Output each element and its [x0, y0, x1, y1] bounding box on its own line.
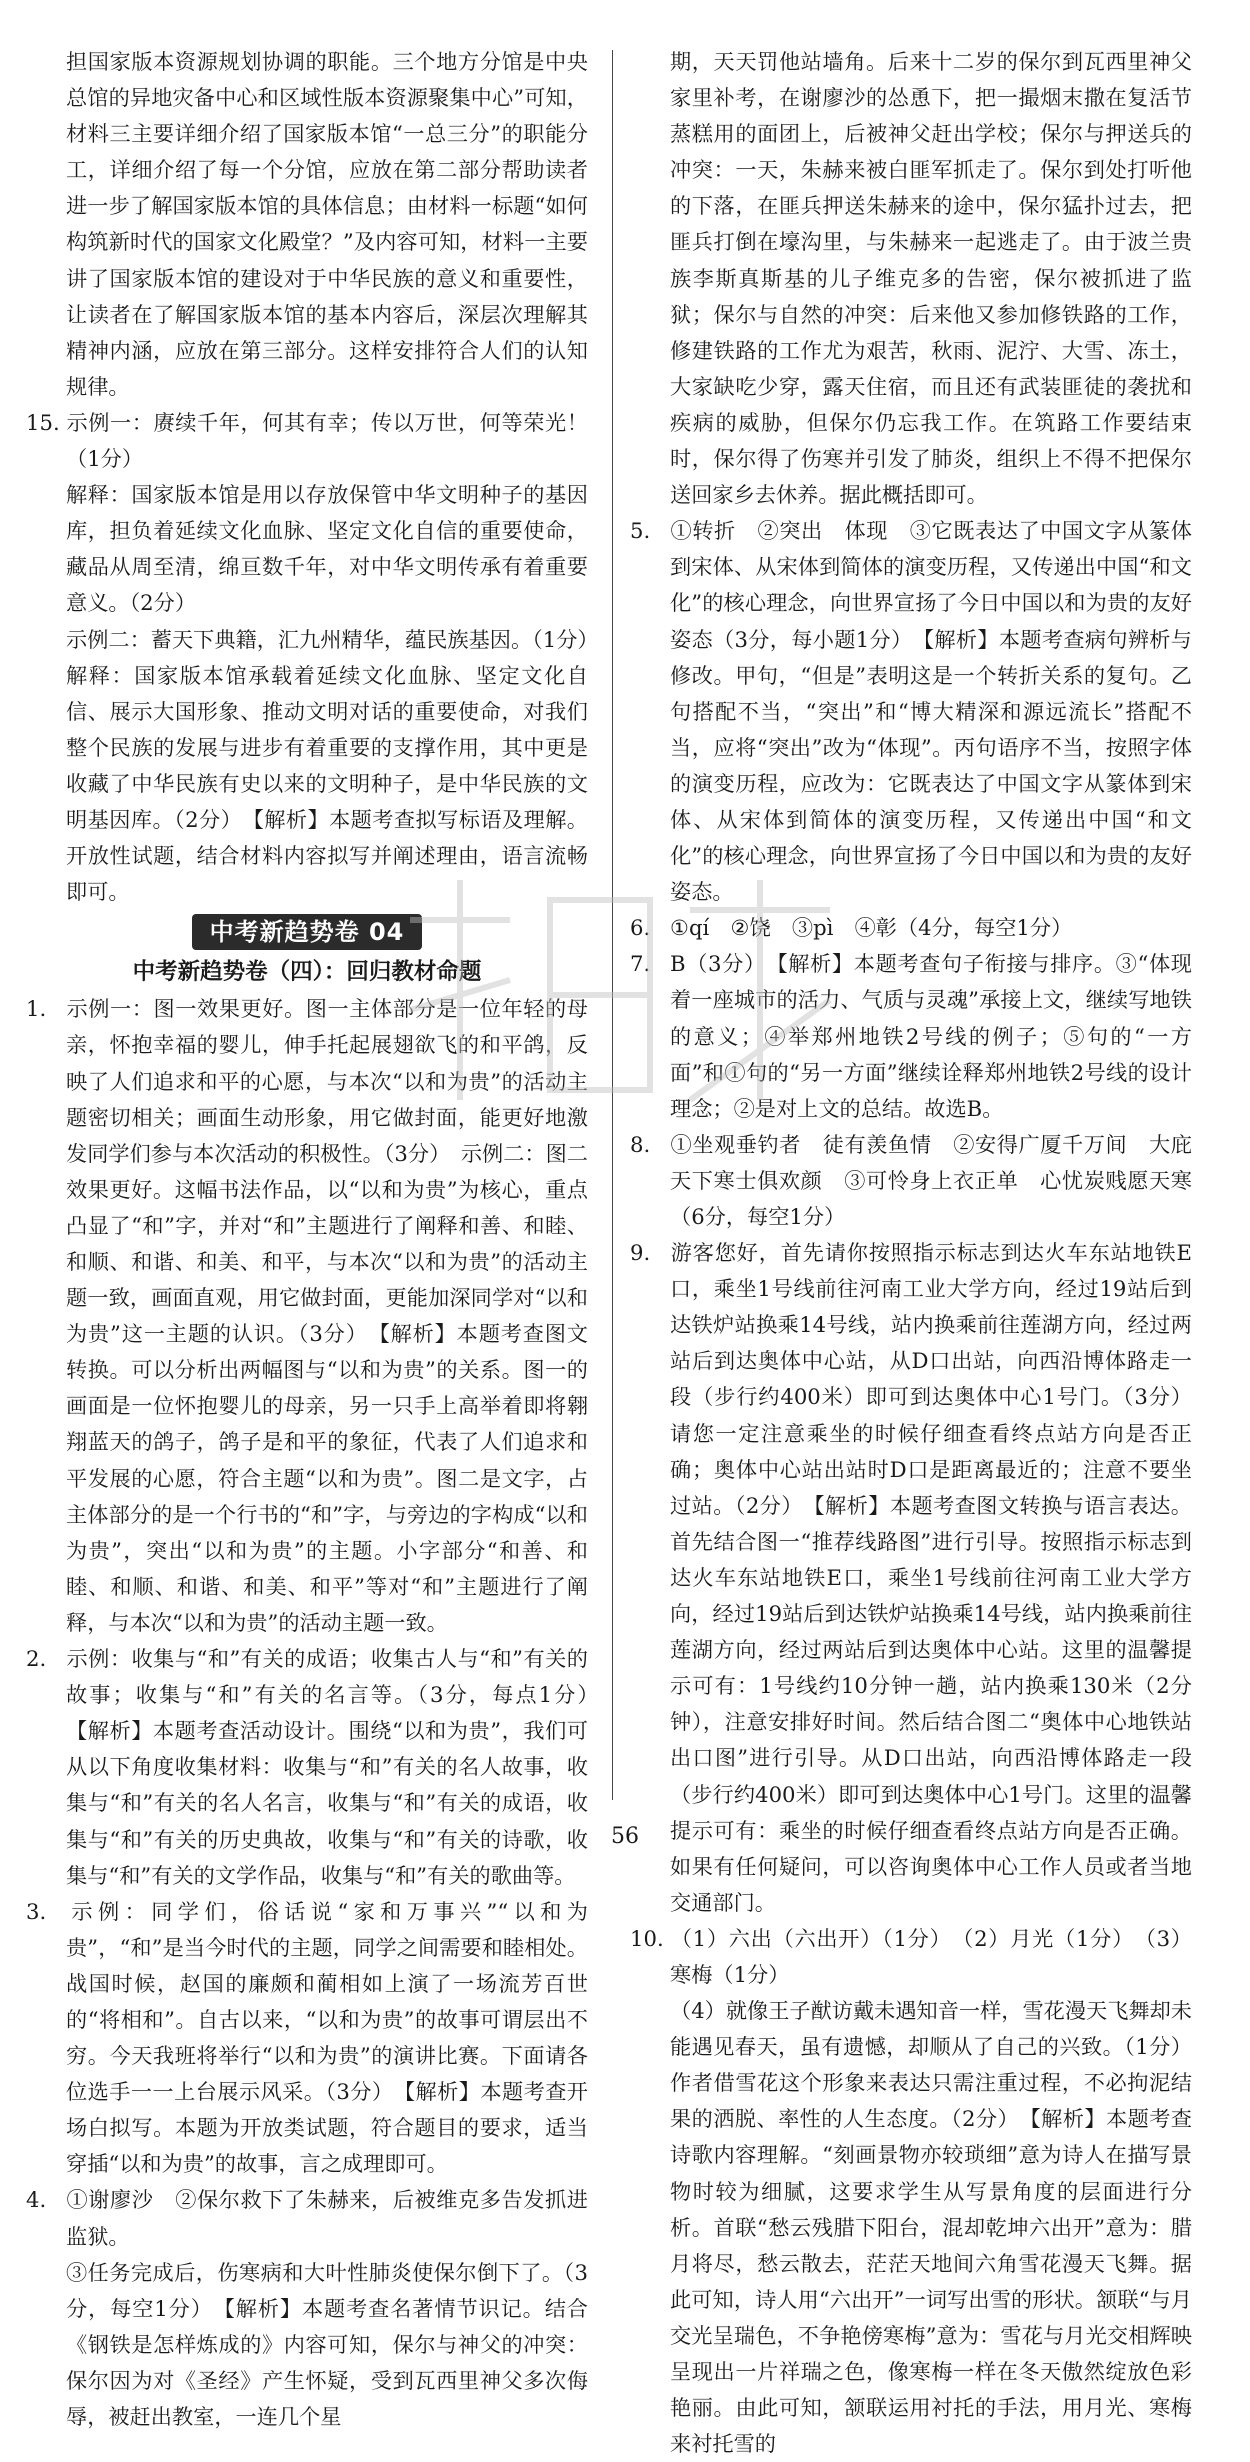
section-subtitle: 中考新趋势卷（四）：回归教材命题 [132, 959, 482, 986]
item-number: 2. [26, 1646, 47, 1672]
item-text: （1）六出（六出开）（1分） （2）月光（1分） （3）寒梅（1分） [670, 1925, 1192, 1987]
left-column [26, 44, 610, 2435]
item-number: 8. [630, 1131, 651, 1157]
answer-item-3 [26, 1894, 588, 2183]
page-number: 56 [611, 1824, 639, 1849]
item-text: 示例：同学们，俗话说“家和万事兴”“以和为贵”，“和”是当今时代的主题，同学之间需要和睦相处。战国时候，赵国的廉颇和蔺相如上演了一场流芳百世的“将相和”。自古以来，“以和为贵”的故事可谓层出不穷。今天我班将举行“以和为贵”的演讲比赛。下面请各位选手一一上台展示风采。（3分） 【解析】本题考查开场白拟写。本题为开放类试题，符合题目的要求，适当穿插“以和为贵”的故事，言之成理即可。 [66, 1898, 588, 2177]
item-text: ①谢廖沙 ②保尔救下了朱赫来，后被维克多告发抓进监狱。 [66, 2187, 588, 2249]
q15-number: 15. [26, 409, 60, 435]
q15-example-2: 示例二：蓄天下典籍，汇九州精华，蕴民族基因。（1分） 解释：国家版本馆承载着延续文化血脉、坚定文化自信、展示大国形象、推动文明对话的重要使命，对我们整个民族的发展与进步有着重要的支撑作用，其中更是收藏了中华民族有史以来的文明种子，是中华民族的文明基因库。（2分） 【解析】本题考查拟写标语及理解。开放性试题，结合材料内容拟写并阐述理由，语言流畅即可。 [66, 626, 610, 905]
answer-item-1 [26, 991, 588, 1641]
left-continuation: 担国家版本资源规划协调的职能。三个地方分馆是中央总馆的异地灾备中心和区域性版本资源聚集中心”可知，材料三主要详细介绍了国家版本馆“一总三分”的职能分工，详细介绍了每一个分馆，应放在第二部分帮助读者进一步了解国家版本馆的具体信息；由材料一标题“如何构筑新时代的国家文化殿堂？”及内容可知，材料一主要讲了国家版本馆的建设对于中华民族的意义和重要性，让读者在了解国家版本馆的基本内容后，深层次理解其精神内涵，应放在第三部分。这样安排符合人们的认知规律。 [66, 49, 588, 399]
answer-item-10-cont: （4）就像王子猷访戴未遇知音一样，雪花漫天飞舞却未能遇见春天，虽有遗憾，却顺从了自己的兴致。（1分）作者借雪花这个形象来表达只需注重过程，不必拘泥结果的洒脱、率性的人生态度。（2分） 【解析】本题考查诗歌内容理解。“刻画景物亦较琐细”意为诗人在描写景物时较为细腻，这要求学生从写景角度的层面进行分析。首联“愁云残腊下阳台，混却乾坤六出开”意为：腊月将尽，愁云散去，茫茫天地间六角雪花漫天飞舞。据此可知，诗人用“六出开”一词写出雪的形状。颔联“与月交光呈瑞色，不争艳傍寒梅”意为：雪花与月光交相辉映呈现出一片祥瑞之色，像寒梅一样在冬天傲然绽放色彩艳丽。由此可知，颔联运用衬托的手法，用月光、寒梅来衬托雪的 [670, 1998, 1192, 2457]
item-text: B（3分） 【解析】本题考查句子衔接与排序。③“体现着一座城市的活力、气质与灵魂”承接上文，继续写地铁的意义；④举郑州地铁2号线的例子；⑤句的“一方面”和①句的“另一方面”继续诠释郑州地铁2号线的设计理念；②是对上文的总结。故选B。 [670, 951, 1192, 1121]
section-banner: 中考新趋势卷 04 [192, 914, 423, 950]
item-text: 示例：收集与“和”有关的成语；收集古人与“和”有关的故事；收集与“和”有关的名言等。（3分，每点1分） 【解析】本题考查活动设计。围绕“以和为贵”，我们可从以下角度收集材料：收集与“和”有关的名人故事，收集与“和”有关的名人名言，收集与“和”有关的成语，收集与“和”有关的历史典故，收集与“和”有关的诗歌，收集与“和”有关的文学作品，收集与“和”有关的歌曲等。 [66, 1646, 610, 1888]
q15-explain-1: 解释：国家版本馆是用以存放保管中华文明种子的基因库，担负着延续文化血脉、坚定文化自信的重要使命，藏品从周至清，绵亘数千年，对中华文明传承有着重要意义。（2分） [66, 482, 588, 616]
right-continuation: 期，天天罚他站墙角。后来十二岁的保尔到瓦西里神父家里补考，在谢廖沙的怂恿下，把一撮烟末撒在复活节蒸糕用的面团上，后被神父赶出学校；保尔与押送兵的冲突：一天，朱赫来被白匪军抓走了。保尔到处打听他的下落，在匪兵押送朱赫来的途中，保尔猛扑过去，把匪兵打倒在壕沟里，与朱赫来一起逃走了。由于波兰贵族李斯真斯基的儿子维克多的告密，保尔被抓进了监狱；保尔与自然的冲突：后来他又参加修铁路的工作，修建铁路的工作尤为艰苦，秋雨、泥泞、大雪、冻土，大家缺吃少穿，露天住宿，而且还有武装匪徒的袭扰和疾病的威胁，但保尔仍忘我工作。在筑路工作要结束时，保尔得了伤寒并引发了肺炎，组织上不得不把保尔送回家乡去休养。据此概括即可。 [670, 49, 1192, 508]
q15-line-1 [26, 405, 588, 477]
q15-example-1: 示例一：赓续千年，何其有幸；传以万世，何等荣光！（1分） [66, 409, 588, 472]
item-number: 6. [630, 915, 651, 941]
section-banner-wrap [26, 914, 588, 951]
item-text: ①转折 ②突出 体现 ③它既表达了中国文字从篆体到宋体、从宋体到简体的演变历程，又传递出中国“和文化”的核心理念，向世界宣扬了今日中国以和为贵的友好姿态（3分，每小题1分） 【解析】本题考查病句辨析与修改。甲句，“但是”表明这是一个转折关系的复句。乙句搭配不当，“突出”和“博大精深和源远流长”搭配不当，应将“突出”改为“体现”。丙句语序不当，按照字体的演变历程，应改为：它既表达了中国文字从篆体到宋体、从宋体到简体的演变历程，又传递出中国“和文化”的核心理念，向世界宣扬了今日中国以和为贵的友好姿态。 [670, 518, 1192, 905]
column-divider [612, 50, 613, 1800]
item-text: ①坐观垂钓者 徒有羡鱼情 ②安得广厦千万间 大庇天下寒士俱欢颜 ③可怜身上衣正单 心忧炭贱愿天寒（6分，每空1分） [670, 1131, 1192, 1229]
answer-item-4-cont: ③任务完成后，伤寒病和大叶性肺炎使保尔倒下了。（3分，每空1分） 【解析】本题考查名著情节识记。结合《钢铁是怎样炼成的》内容可知，保尔与神父的冲突：保尔因为对《圣经》产生怀疑，受到瓦西里神父多次侮辱，被赶出教室，一连几个星 [66, 2259, 588, 2429]
item-number: 10. [630, 1925, 664, 1951]
item-number: 4. [26, 2187, 47, 2213]
item-number: 3. [26, 1898, 47, 1924]
item-number: 9. [630, 1240, 651, 1266]
item-number: 7. [630, 951, 651, 977]
answer-item-4 [26, 2182, 588, 2254]
right-column [630, 44, 1192, 2462]
answer-item-5 [630, 513, 1192, 910]
answer-item-6 [630, 910, 1192, 946]
item-text: 游客您好，首先请你按照指示标志到达火车东站地铁E口，乘坐1号线前往河南工业大学方向，经过19站后到达铁炉站换乘14号线，站内换乘前往莲湖方向，经过两站后到达奥体中心站，从D口出站，向西沿博体路走一段（步行约400米）即可到达奥体中心1号门。（3分）请您一定注意乘坐的时候仔细查看终点站方向是否正确；奥体中心站出站时D口是距离最近的；注意不要坐过站。（2分） 【解析】本题考查图文转换与语言表达。首先结合图一“推荐线路图”进行引导。按照指示标志到达火车东站地铁E口，乘坐1号线前往河南工业大学方向，经过19站后到达铁炉站换乘14号线，站内换乘前往莲湖方向，经过两站后到达奥体中心站。这里的温馨提示可有：1号线约10分钟一趟，站内换乘130米（2分钟），注意安排好时间。然后结合图二“奥体中心地铁站出口图”进行引导。从D口出站，向西沿博体路走一段（步行约400米）即可到达奥体中心1号门。这里的温馨提示可有：乘坐的时候仔细查看终点站方向是否正确。如果有任何疑问，可以咨询奥体中心工作人员或者当地交通部门。 [670, 1240, 1192, 1915]
answer-item-9 [630, 1235, 1192, 1921]
item-text: ①qí ②饶 ③pì ④彰（4分，每空1分） [670, 915, 1073, 941]
answer-item-10 [630, 1921, 1192, 1993]
answer-item-2 [26, 1641, 610, 1894]
answer-item-8 [630, 1127, 1192, 1235]
answer-item-7 [630, 946, 1192, 1126]
item-number: 1. [26, 996, 47, 1022]
item-number: 5. [630, 518, 651, 544]
item-text: 示例一：图一效果更好。图一主体部分是一位年轻的母亲，怀抱幸福的婴儿，伸手托起展翅欲飞的和平鸽，反映了人们追求和平的心愿，与本次“以和为贵”的活动主题密切相关；画面生动形象，用它做封面，能更好地激发同学们参与本次活动的积极性。（3分） 示例二：图二效果更好。这幅书法作品，以“以和为贵”为核心，重点凸显了“和”字，并对“和”主题进行了阐释和善、和睦、和顺、和谐、和美、和平，与本次“以和为贵”的活动主题一致，画面直观，用它做封面，更能加深同学对“以和为贵”这一主题的认识。（3分） 【解析】本题考查图文转换。可以分析出两幅图与“以和为贵”的关系。图一的画面是一位怀抱婴儿的母亲，另一只手上高举着即将翱翔蓝天的鸽子，鸽子是和平的象征，代表了人们追求和平发展的心愿，符合主题“以和为贵”。图二是文字，占主体部分的是一个行书的“和”字，与旁边的字构成“以和为贵”，突出“以和为贵”的主题。小字部分“和善、和睦、和顺、和谐、和美、和平”等对“和”主题进行了阐释，与本次“以和为贵”的活动主题一致。 [66, 996, 588, 1635]
